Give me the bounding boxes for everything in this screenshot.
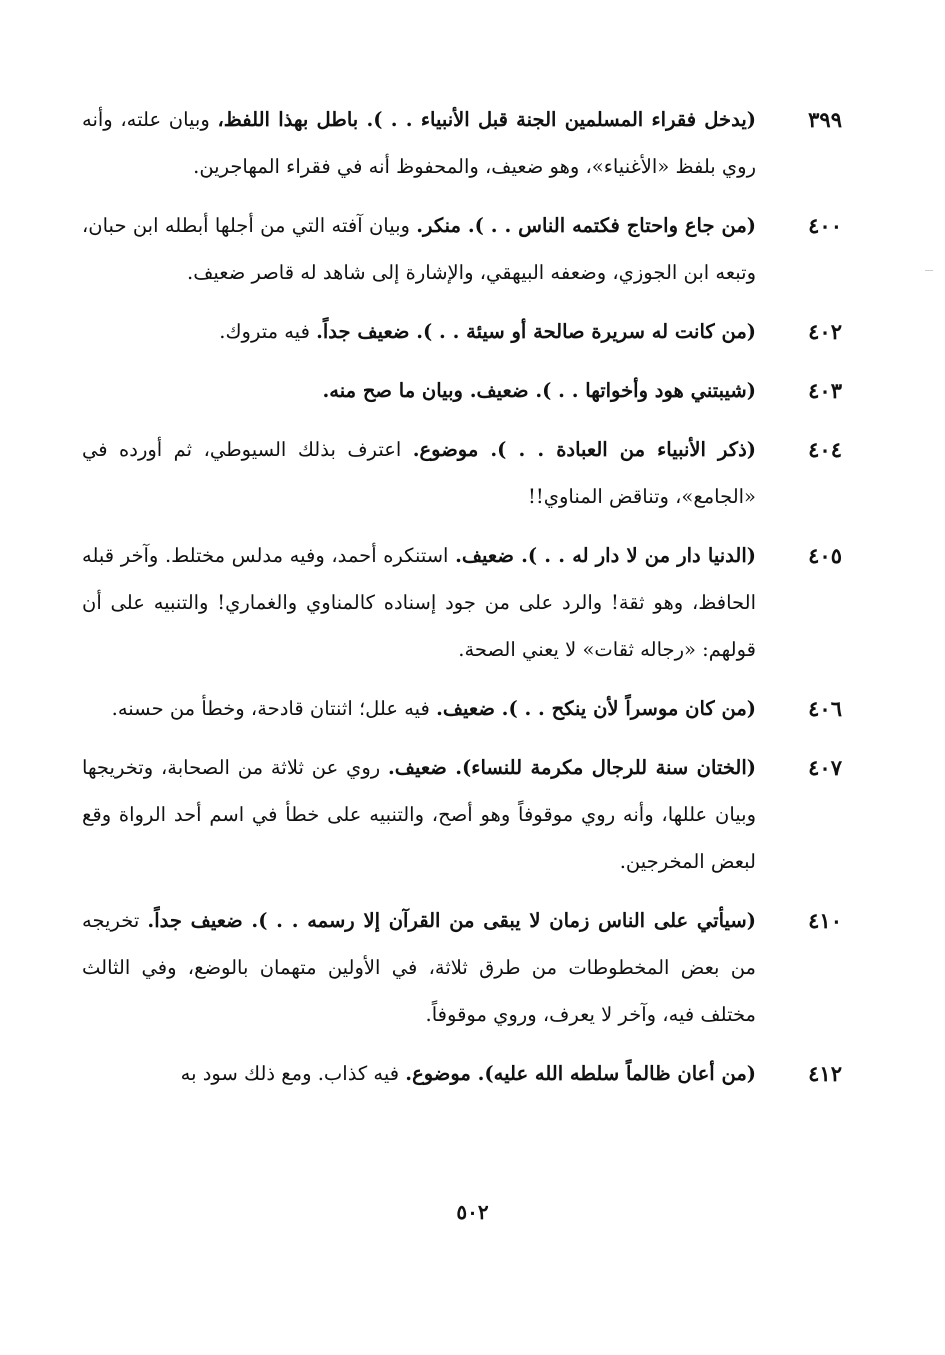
entry-text <box>82 308 756 355</box>
entry <box>82 202 842 296</box>
entry-text <box>82 367 756 414</box>
scan-edge-mark <box>925 270 933 271</box>
entry <box>82 426 842 520</box>
entry-number: ٤٠٤ <box>808 437 842 462</box>
entry-title: (من جاع واحتاج فكتمه الناس . . ). منكر. <box>416 214 756 237</box>
entry-title: (يدخل فقراء المسلمين الجنة قبل الأنبياء . . ). باطل بهذا اللفظ، <box>217 108 756 131</box>
entry-text <box>82 1050 756 1097</box>
entry-number: ٤٠٣ <box>808 378 842 403</box>
entry-title: (من كان موسراً لأن ينكح . . ). ضعيف. <box>436 697 756 720</box>
entry-title: (من كانت له سريرة صالحة أو سيئة . . ). ضعيف جداً. <box>316 320 756 343</box>
entry-body: وبيان آفته التي من أجلها أبطله ابن حبان، وتبعه ابن الجوزي، وضعفه البيهقي، والإشارة إلى شاهد له قاصر ضعيف. <box>82 214 756 284</box>
entry-text <box>82 897 756 1038</box>
entry-body: وبيان علته، وأنه روي بلفظ «الأغنياء»، وهو ضعيف، والمحفوظ أنه في فقراء المهاجرين. <box>82 108 756 178</box>
entry-title: (سيأتي على الناس زمان لا يبقى من القرآن إلا رسمه . . ). ضعيف جداً. <box>147 909 756 932</box>
entry-body: فيه كذاب. ومع ذلك سود به <box>180 1062 406 1085</box>
entry-title: (الختان سنة للرجال مكرمة للنساء). ضعيف. <box>388 756 756 779</box>
entry-number: ٤٠٢ <box>808 319 842 344</box>
entry-text <box>82 532 756 673</box>
entry-text <box>82 744 756 885</box>
entry-body: فيه متروك. <box>219 320 317 343</box>
entry <box>82 308 842 355</box>
entry-title: (شيبتني هود وأخواتها . . ). ضعيف. وبيان ما صح منه. <box>322 379 756 402</box>
entry-title: (من أعان ظالماً سلطه الله عليه). موضوع. <box>405 1062 756 1085</box>
entry-title: (ذكر الأنبياء من العبادة . . ). موضوع. <box>412 438 756 461</box>
entry-body: تخريجه من بعض المخطوطات من طرق ثلاثة، في الأولين متهمان بالوضع، وفي الثالث مختلف فيه، وآخر لا يعرف، وروي موقوفاً. <box>82 909 756 1026</box>
page-number: ٥٠٢ <box>456 1200 489 1224</box>
entry <box>82 685 842 732</box>
entry-text <box>82 426 756 520</box>
entry-body: استنكره أحمد، وفيه مدلس مختلط. وآخر قبله الحافظ، وهو ثقة! والرد على من جود إسناده كالمناوي والغماري! والتنبيه على أن قولهم: «رجاله ثقات» لا يعني الصحة. <box>82 544 756 661</box>
entry-number: ٤١٢ <box>808 1061 842 1086</box>
entry <box>82 897 842 1038</box>
entry <box>82 367 842 414</box>
entry-number: ٤٠٦ <box>808 696 842 721</box>
entry-number: ٤٠٠ <box>808 213 842 238</box>
entry-text <box>82 96 756 190</box>
entry-text <box>82 202 756 296</box>
entry-text <box>82 685 756 732</box>
entry-body: اعترف بذلك السيوطي، ثم أورده في «الجامع»، وتناقض المناوي!! <box>82 438 756 508</box>
entry-number: ٤٠٧ <box>808 755 842 780</box>
entry <box>82 1050 842 1097</box>
entries-list <box>82 96 842 1109</box>
entry-body: روي عن ثلاثة من الصحابة، وتخريجها وبيان عللها، وأنه روي موقوفاً وهو أصح، والتنبيه على خطأ في اسم أحد الرواة وقع لبعض المخرجين. <box>82 756 756 873</box>
entry-title: (الدنيا دار من لا دار له . . ). ضعيف. <box>455 544 756 567</box>
entry <box>82 532 842 673</box>
entry-body: فيه علل؛ اثنتان قادحة، وخطأ من حسنه. <box>111 697 437 720</box>
entry-number: ٣٩٩ <box>808 107 842 132</box>
entry-number: ٤١٠ <box>808 908 842 933</box>
entry-number: ٤٠٥ <box>808 543 842 568</box>
entry <box>82 744 842 885</box>
entry <box>82 96 842 190</box>
